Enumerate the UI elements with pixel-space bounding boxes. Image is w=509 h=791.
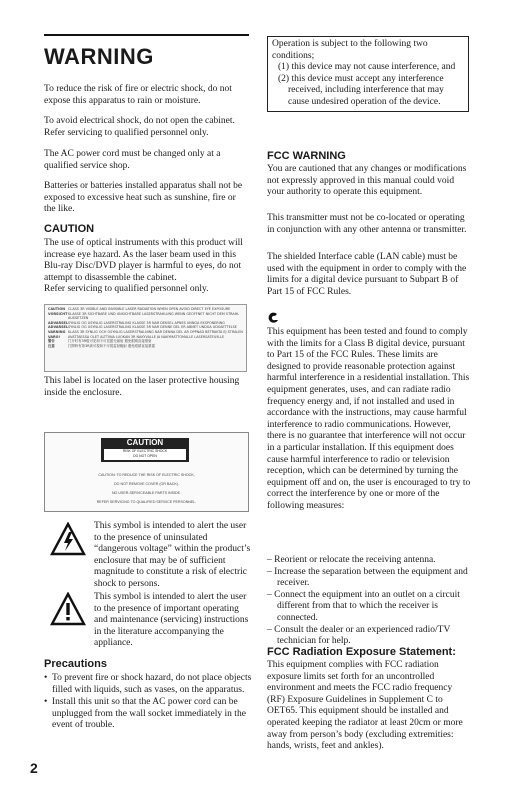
label-caption: This label is located on the laser protective housing inside the enclosure.	[44, 376, 240, 398]
caution-sticker-line2: DO NOT REMOVE COVER (OR BACK).	[114, 482, 179, 486]
op-condition-2: (2) this device must accept any interference received, including interference that may cause undesired operation of the device.	[278, 73, 444, 107]
laser-label-value: AVATTAESSA OLET ALTTIINA LUOKAN 3R NAKYVALLE JA NAKYMATTOMALLE LASERSATEILYLLE	[68, 334, 225, 339]
exclamation-triangle-icon	[50, 592, 86, 626]
page-number: 2	[30, 760, 38, 776]
precautions-heading: Precautions	[44, 658, 107, 670]
op-intro: Operation is subject to the following two conditions;	[272, 39, 428, 61]
operation-conditions-box	[267, 36, 469, 112]
measure-item: – Connect the equipment into an outlet on a circuit different from that to which the receiver is connected.	[267, 589, 460, 623]
measures-list	[267, 555, 471, 648]
laser-label-row	[48, 312, 243, 321]
laser-label-key: VARNING	[48, 329, 66, 334]
symbol-1-text: This symbol is intended to alert the user to the presence of uninsulated “dangerous voltage” within the product’s enclosure that may be of sufficient magnitude to constitute a risk of electric shock to persons.	[94, 521, 251, 589]
laser-label-value: CLASS 3R VISIBLE AND INVISIBLE LASER RADIATION WHEN OPEN AVOID DIRECT EYE EXPOSURE	[68, 307, 231, 311]
laser-label-key: 注意	[48, 343, 55, 348]
fcc-paragraph-1: You are cautioned that any changes or modifications not expressly approved in this manual could void your authority to operate this equipment.	[267, 164, 467, 198]
laser-label-key: VARO!	[48, 334, 61, 339]
laser-label-key: ADVARSEL	[48, 325, 68, 330]
caution-paragraph: The use of optical instruments with this product will increase eye hazard. As the laser beam used in this Blu-ray Disc/DVD player is harmful to eyes, do not attempt to disassemble the cabinet.	[44, 238, 243, 283]
precautions-list	[44, 673, 252, 733]
warning-paragraph-2: To avoid electrical shock, do not open the cabinet. Refer servicing to qualified personnel only.	[44, 116, 235, 138]
precaution-item: • To prevent fire or shock hazard, do not place objects filled with liquids, such as vases, on the apparatus.	[44, 673, 252, 696]
caution-heading: CAUTION	[44, 223, 95, 235]
warning-paragraph-4: Batteries or batteries installed apparatus shall not be exposed to excessive heat such as sunshine, fire or the like.	[44, 181, 243, 215]
title-rule	[44, 34, 249, 36]
precaution-item: • Install this unit so that the AC power cord can be unplugged from the wall socket immediately in the event of trouble.	[44, 697, 252, 732]
fcc-warning-heading: FCC WARNING	[267, 150, 346, 162]
rf-exposure-text: This equipment complies with FCC radiation exposure limits set forth for an uncontrolled environment and meets the FCC radio frequency (RF) Exposure Guidelines in Supplement C to OET65. This equipment should be installed and operated keeping the radiator at least 20cm or more away from person’s body (excluding extremities: hands, wrists, feet and ankles).	[267, 660, 463, 752]
laser-label-key: CAUTION	[48, 307, 66, 311]
laser-label-value: SYNLIG OG USYNLIG LASERSTRALING KLASSE 3R NAR DENNE DEL ER ABNET UNDGA UDSAETTELSE	[68, 325, 237, 330]
caution-sticker-sub1: RISK OF ELECTRIC SHOCK	[122, 449, 168, 453]
warning-title: WARNING	[44, 44, 154, 69]
caution-sticker-line4: REFER SERVICING TO QUALIFIED SERVICE PERSONNEL.	[96, 500, 197, 504]
caution-sticker-line1: CAUTION: TO REDUCE THE RISK OF ELECTRIC SHOCK,	[98, 473, 195, 477]
warning-paragraph-1: To reduce the risk of fire or electric shock, do not expose this apparatus to rain or moisture.	[44, 84, 232, 106]
caution-sticker-title: CAUTION	[126, 438, 164, 447]
measure-item: – Reorient or relocate the receiving antenna.	[267, 555, 436, 565]
laser-label-value: KLASS 3R SYNLIG OCH OSYNLIG LASERSTRALNING NAR DENNA DEL AR OPPNAD BETRAKTA EJ STRALEN	[68, 329, 243, 334]
laser-warning-label	[44, 304, 247, 372]
caution-paragraph-2: Refer servicing to qualified personnel only.	[44, 284, 209, 294]
symbol-2-text: This symbol is intended to alert the user to the presence of important operating and maintenance (servicing) instructions in the literature accompanying the appliance.	[94, 592, 249, 649]
measure-item: – Increase the separation between the equipment and receiver.	[267, 566, 468, 589]
laser-label-key: ADVARSEL	[48, 320, 68, 325]
fcc-paragraph-3: The shielded Interface cable (LAN cable) must be used with the equipment in order to comply with the limits for a digital device pursuant to Subpart B of Part 15 of FCC Rules.	[267, 252, 467, 297]
fcc-logo-icon	[268, 311, 280, 323]
laser-label-value: SYNLIG OG USYNLIG LASERSTRALING KLASSE 3R NAR DEKSEL APNES UNNGA EKSPONERING	[68, 320, 225, 325]
warning-paragraph-3: The AC power cord must be changed only at a qualified service shop.	[44, 149, 221, 171]
laser-label-value: 打開時有第3R級可視和不可視雷射輻射 避免眼睛直接暴露	[68, 343, 155, 348]
laser-label-key: 警告	[48, 339, 55, 344]
fcc-paragraph-2: This transmitter must not be co-located or operating in conjunction with any other antenna or transmitter.	[267, 213, 467, 235]
caution-sticker-header	[101, 438, 189, 462]
lightning-triangle-icon	[50, 522, 86, 556]
laser-label-key: VORSICHT	[48, 311, 68, 316]
fcc-paragraph-4: This equipment has been tested and found to comply with the limits for a Class B digital device, pursuant to Part 15 of the FCC Rules. These limits are designed to provide reasonable protection against harmful interference in a residential installation. This equipment generates, uses, and can radiate radio frequency energy and, if not installed and used in accordance with the instructions, may cause harmful interference to radio communications. However, there is no guarantee that interference will not occur in a particular installation. If this equipment does cause harmful interference to radio or television reception, which can be determined by turning the equipment off and on, the user is encouraged to try to correct the interference by one or more of the following measures:	[267, 327, 471, 511]
op-condition-1: (1) this device may not cause interference, and	[278, 62, 456, 73]
laser-label-value: 打开时有3R级可见和不可见激光辐射 避免眼睛直接照射	[68, 339, 152, 344]
caution-sticker-line3: NO USER-SERVICEABLE PARTS INSIDE.	[111, 491, 182, 495]
rf-exposure-heading: FCC Radiation Exposure Statement:	[267, 646, 456, 658]
caution-sticker-sub2: DO NOT OPEN	[133, 454, 157, 458]
laser-label-value: KLASSE 3R SICHTBARE UND UNSICHTBARE LASERSTRAHLUNG WENN GEOFFNET NICHT DEM STRAHL AUSSETZEN	[68, 311, 240, 321]
laser-label-row	[48, 344, 243, 349]
caution-sticker	[44, 432, 249, 512]
measure-item: – Consult the dealer or an experienced radio/TV technician for help.	[267, 624, 451, 647]
